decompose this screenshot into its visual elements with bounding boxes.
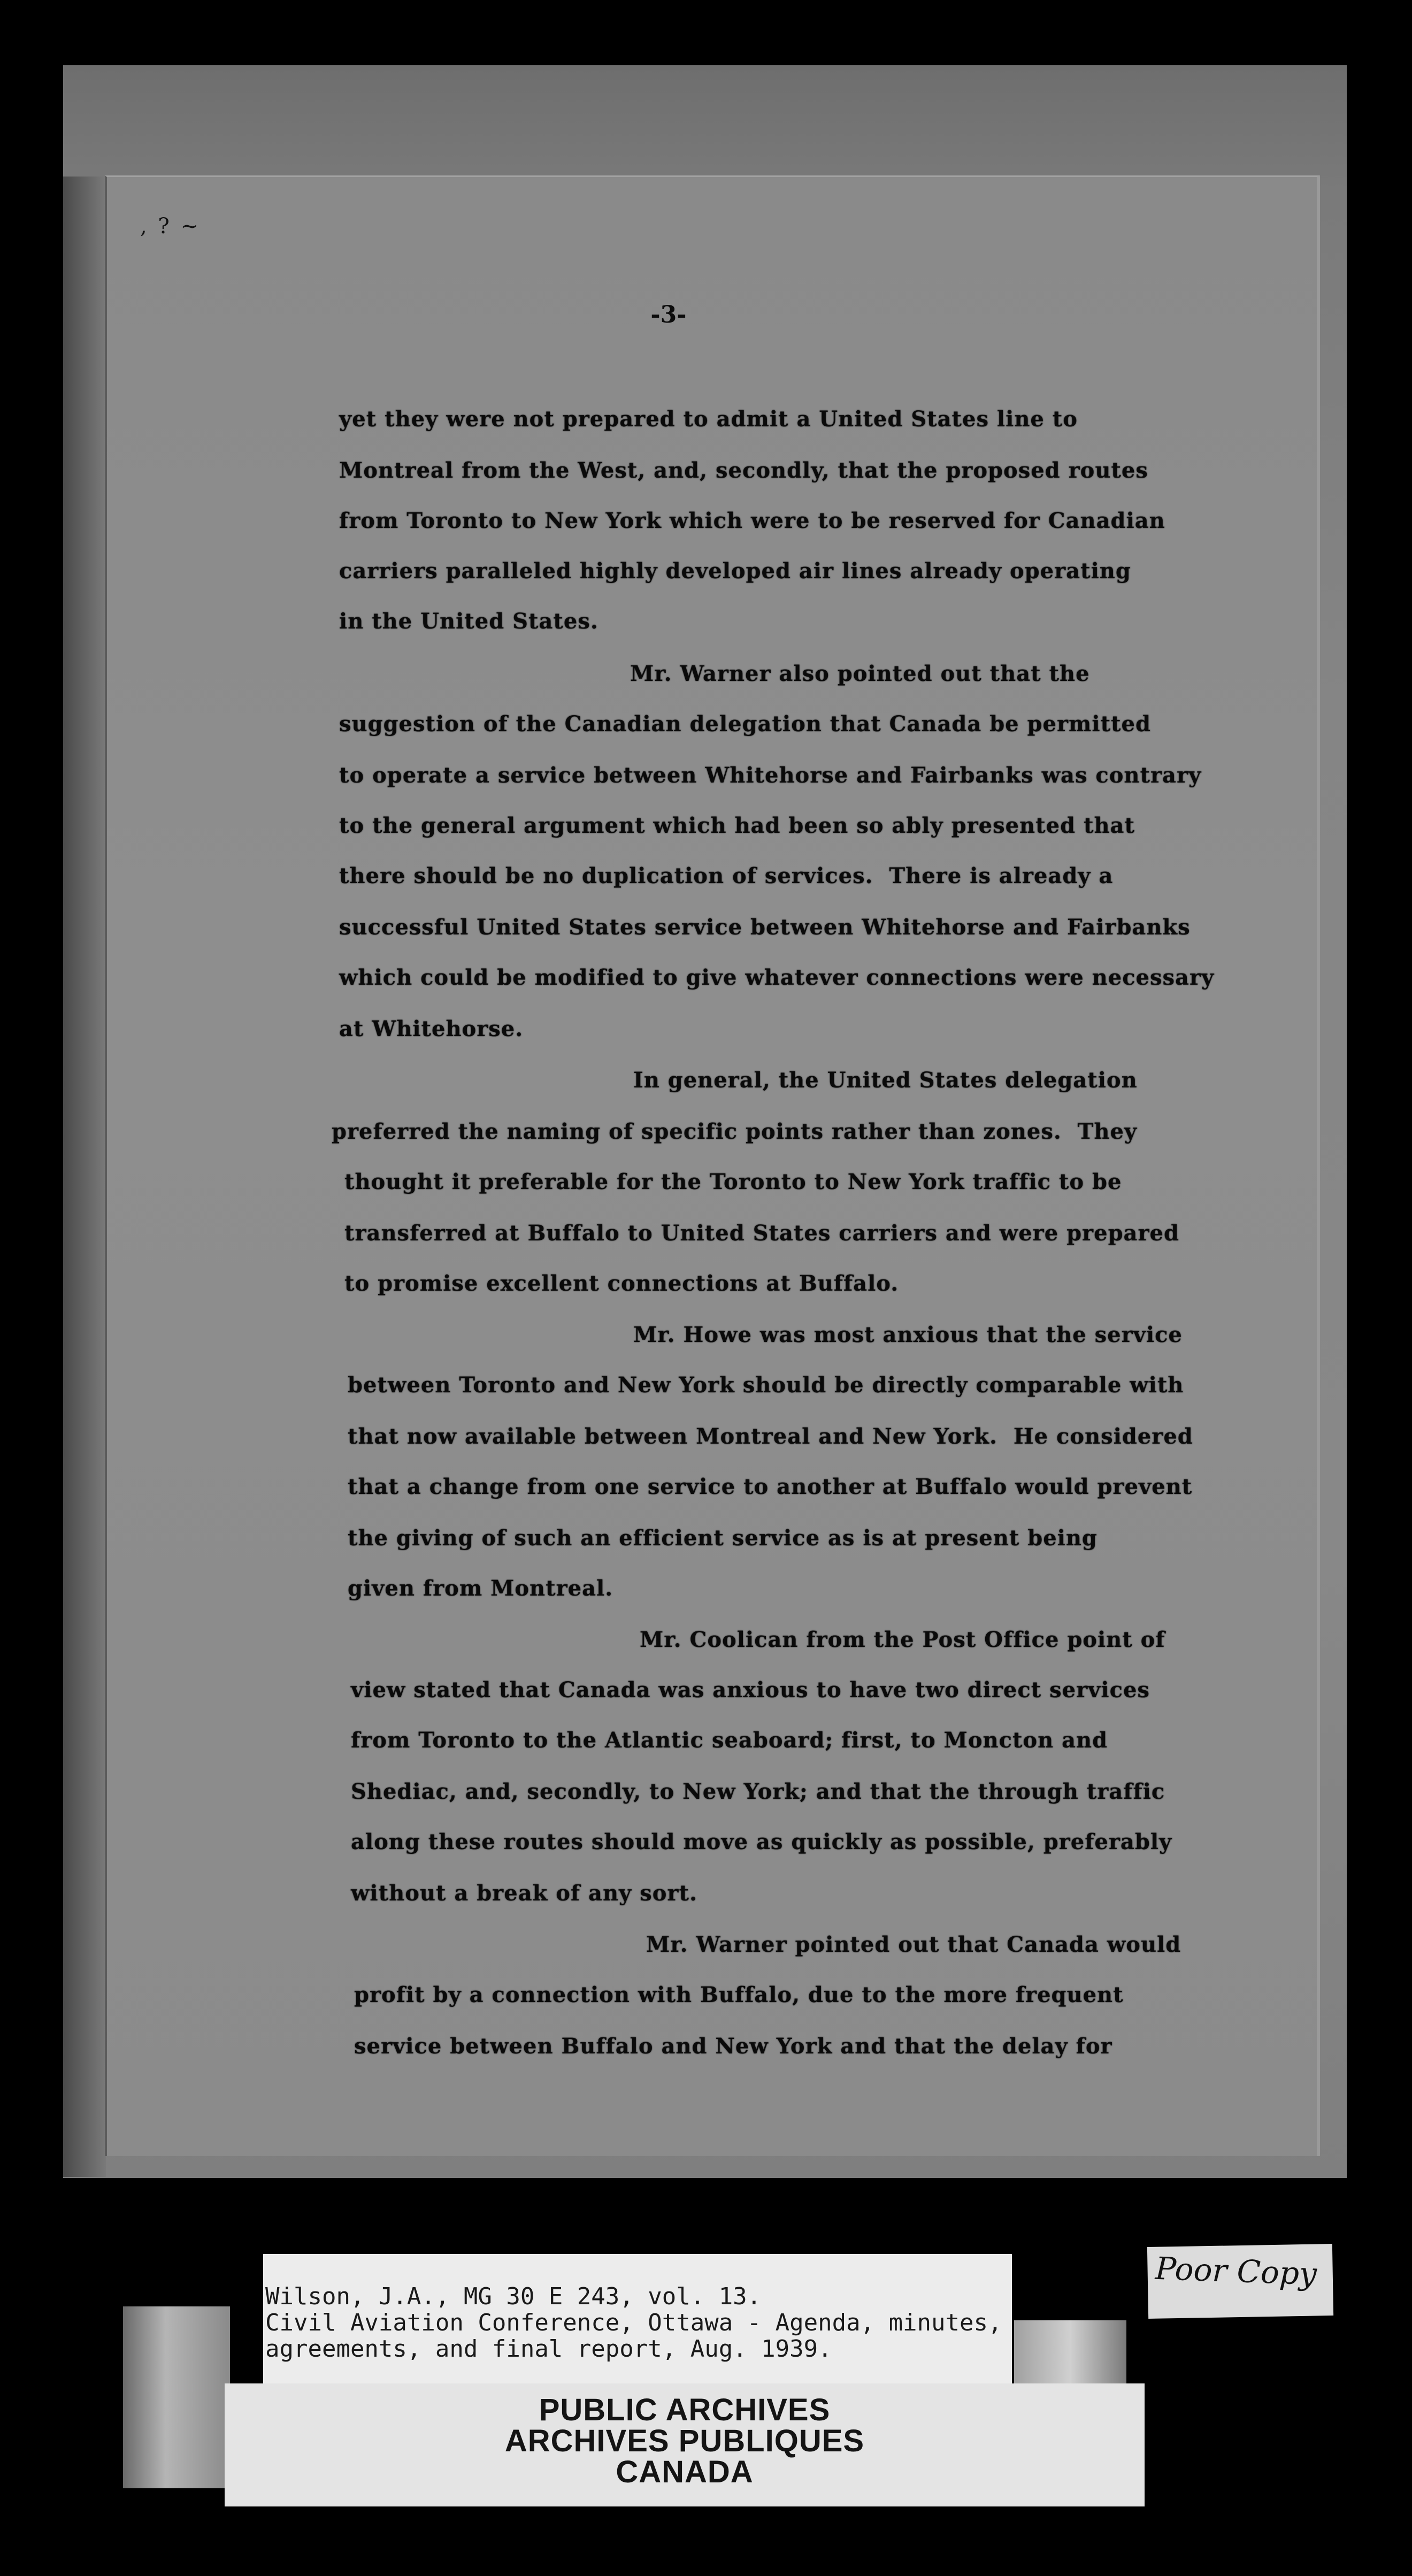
body-line: that a change from one service to another at Buffalo would prevent bbox=[348, 1474, 1193, 1499]
body-line: transferred at Buffalo to United States carriers and were prepared bbox=[344, 1221, 1179, 1246]
page-number: -3- bbox=[650, 301, 687, 328]
stamp-line: PUBLIC ARCHIVES bbox=[539, 2393, 831, 2427]
archive-reference-line: Wilson, J.A., MG 30 E 243, vol. 13. bbox=[265, 2283, 762, 2310]
body-line: Mr. Warner also pointed out that the bbox=[630, 661, 1090, 686]
body-line: which could be modified to give whatever connections were necessary bbox=[339, 965, 1215, 990]
corner-handwritten-mark: , ? ~ bbox=[140, 214, 201, 239]
stamp-line: ARCHIVES PUBLIQUES bbox=[504, 2424, 865, 2458]
body-line: view stated that Canada was anxious to have two direct services bbox=[351, 1677, 1150, 1703]
body-line: at Whitehorse. bbox=[339, 1016, 524, 1041]
archive-reference-line: Civil Aviation Conference, Ottawa - Agenda, minutes, bbox=[265, 2309, 1002, 2336]
stamp-line: CANADA bbox=[616, 2455, 754, 2489]
body-line: from Toronto to New York which were to be reserved for Canadian bbox=[339, 508, 1165, 533]
tape-strip-left bbox=[123, 2306, 230, 2488]
body-line: service between Buffalo and New York and that the delay for bbox=[354, 2034, 1112, 2059]
body-line: to the general argument which had been so ably presented that bbox=[339, 813, 1135, 838]
body-line: In general, the United States delegation bbox=[633, 1068, 1138, 1093]
body-line: Mr. Warner pointed out that Canada would bbox=[646, 1932, 1181, 1957]
body-line: yet they were not prepared to admit a United States line to bbox=[339, 407, 1078, 432]
body-line: thought it preferable for the Toronto to New York traffic to be bbox=[344, 1169, 1122, 1194]
body-line: without a break of any sort. bbox=[351, 1881, 697, 1906]
body-line: Shediac, and, secondly, to New York; and that the through traffic bbox=[351, 1779, 1165, 1804]
body-line: that now available between Montreal and New York. He considered bbox=[348, 1424, 1193, 1449]
body-line: from Toronto to the Atlantic seaboard; first, to Moncton and bbox=[351, 1728, 1108, 1753]
body-line: successful United States service between Whitehorse and Fairbanks bbox=[339, 915, 1191, 940]
body-line: Mr. Howe was most anxious that the service bbox=[633, 1322, 1183, 1347]
body-line: suggestion of the Canadian delegation that Canada be permitted bbox=[339, 711, 1151, 737]
body-line: Mr. Coolican from the Post Office point of bbox=[640, 1627, 1165, 1652]
body-line: there should be no duplication of services. There is already a bbox=[339, 863, 1114, 888]
body-line: between Toronto and New York should be directly comparable with bbox=[348, 1373, 1184, 1398]
body-line: along these routes should move as quickly as possible, preferably bbox=[351, 1829, 1172, 1854]
body-line: given from Montreal. bbox=[348, 1576, 613, 1601]
body-line: to promise excellent connections at Buffalo. bbox=[344, 1271, 899, 1296]
body-line: in the United States. bbox=[339, 609, 598, 634]
archive-reference-line: agreements, and final report, Aug. 1939. bbox=[265, 2335, 832, 2363]
body-line: the giving of such an efficient service as is at present being bbox=[348, 1525, 1098, 1551]
page-edge-shadow bbox=[63, 177, 106, 2177]
archive-reference-text bbox=[265, 2257, 1002, 2362]
body-line: Montreal from the West, and, secondly, that the proposed routes bbox=[339, 458, 1148, 483]
body-line: profit by a connection with Buffalo, due to the more frequent bbox=[354, 1982, 1124, 2007]
body-line: to operate a service between Whitehorse and Fairbanks was contrary bbox=[339, 763, 1202, 788]
poor-copy-note: Poor Copy bbox=[1154, 2250, 1317, 2293]
body-line: carriers paralleled highly developed air lines already operating bbox=[339, 558, 1131, 584]
body-line: preferred the naming of specific points rather than zones. They bbox=[332, 1119, 1138, 1144]
